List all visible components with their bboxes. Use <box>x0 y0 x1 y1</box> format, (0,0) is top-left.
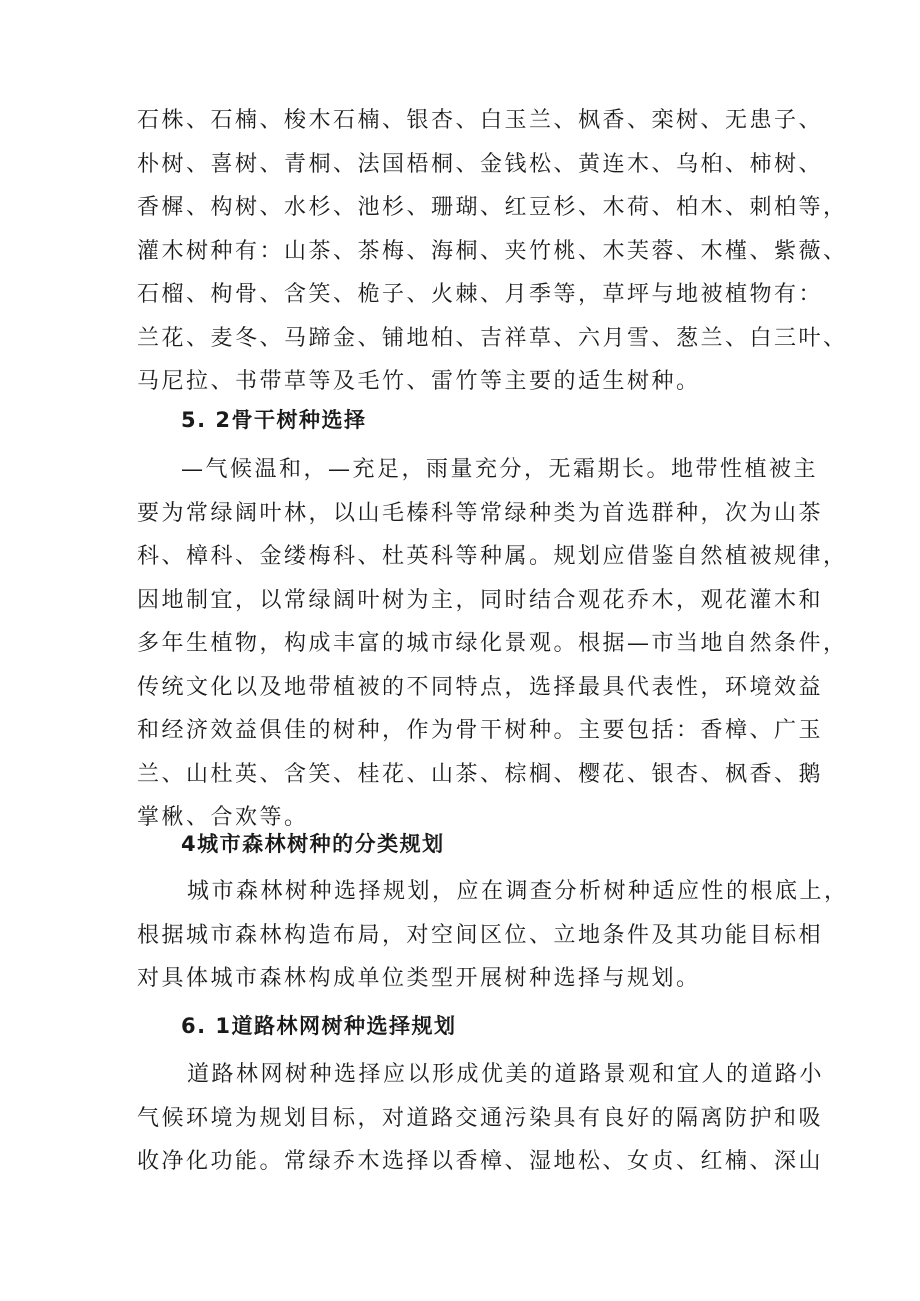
text-line: 根据城市森林构造布局，对空间区位、立地条件及其功能目标相 <box>137 922 824 948</box>
text-line: 香樨、构树、水杉、池杉、珊瑚、红豆杉、木荷、柏木、刺柏等， <box>137 195 848 220</box>
section-heading-5-2 <box>181 405 841 435</box>
text-line: 收净化功能。常绿乔木选择以香樟、湿地松、女贞、红楠、深山 <box>137 1149 824 1174</box>
paragraph-text <box>137 1053 825 1184</box>
text-line: 掌楸、合欢等。 <box>137 805 309 830</box>
text-line: 要为常绿阔叶林，以山毛榛科等常绿种类为首选群种，次为山茶 <box>137 500 824 526</box>
text-line: 灌木树种有：山茶、茶梅、海桐、夹竹桃、木芙蓉、木槿、紫薇、 <box>137 238 848 264</box>
text-line: 兰花、麦冬、马蹄金、铺地柏、吉祥草、六月雪、葱兰、白三叶、 <box>137 325 848 351</box>
text-line: 科、樟科、金缕梅科、杜英科等种属。规划应借鉴自然植被规律， <box>137 544 848 569</box>
text-line: 城市森林树种选择规划，应在调查分析树种适应性的根底上， <box>187 879 849 904</box>
section-heading: 6. 1道路林网树种选择规划 <box>181 1014 457 1038</box>
text-line: 气候环境为规划目标，对道路交通污染具有良好的隔离防护和吸 <box>137 1105 824 1131</box>
paragraph-tree-species-list <box>137 99 848 404</box>
paragraph-text <box>137 870 849 1001</box>
text-line: 多年生植物，构成丰富的城市绿化景观。根据—市当地自然条件， <box>137 631 848 656</box>
text-line: 和经济效益俱佳的树种，作为骨干树种。主要包括：香樟、广玉 <box>137 718 824 743</box>
text-line: 石榴、枸骨、含笑、桅子、火棘、月季等，草坪与地被植物有： <box>137 282 824 307</box>
text-line: 马尼拉、书带草等及毛竹、雷竹等主要的适生树种。 <box>137 369 701 394</box>
text-line: 因地制宜，以常绿阔叶树为主，同时结合观花乔木，观花灌木和 <box>137 587 824 613</box>
paragraph-text <box>137 448 848 840</box>
text-line: 兰、山杜英、含笑、桂花、山茶、棕榈、樱花、银杏、枫香、鹅 <box>137 761 824 787</box>
paragraph-text <box>137 99 848 404</box>
paragraph-backbone-species <box>137 448 848 840</box>
section-heading: 5. 2骨干树种选择 <box>181 408 367 432</box>
text-line: 道路林网树种选择应以形成优美的道路景观和宜人的道路小 <box>187 1062 825 1087</box>
text-line: 对具体城市森林构成单位类型开展树种选择与规划。 <box>137 966 701 991</box>
text-line: —气候温和，—充足，雨量充分，无霜期长。地带性植被主 <box>181 457 819 482</box>
section-heading: 4城市森林树种的分类规划 <box>181 832 445 856</box>
text-line: 朴树、喜树、青桐、法国梧桐、金钱松、黄连木、乌桕、柿树、 <box>137 151 824 177</box>
section-heading-6-1 <box>181 1011 841 1041</box>
paragraph-classification <box>137 870 849 1001</box>
text-line: 石株、石楠、梭木石楠、银杏、白玉兰、枫香、栾树、无患子、 <box>137 108 824 133</box>
paragraph-road-network <box>137 1053 825 1184</box>
section-heading-4 <box>181 829 841 859</box>
text-line: 传统文化以及地带植被的不同特点，选择最具代表性，环境效益 <box>137 674 824 700</box>
